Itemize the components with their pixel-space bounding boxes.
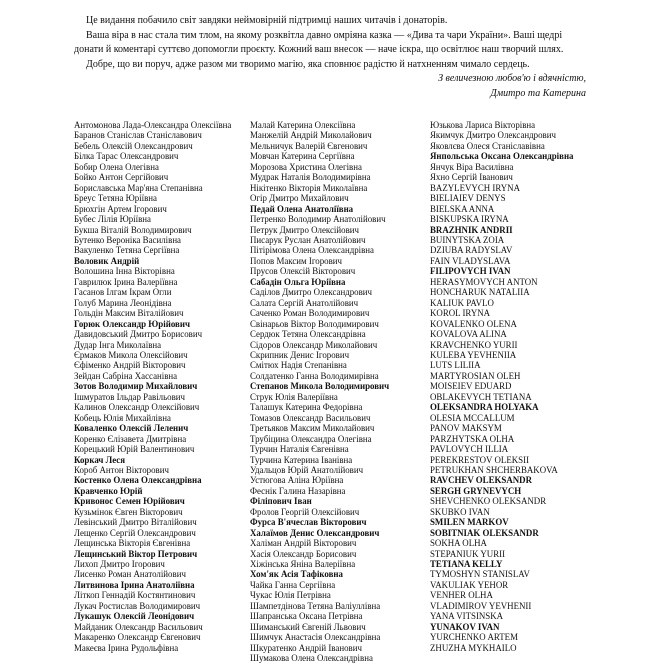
- donor-name: Гаврилюк Ірина Валеріївна: [74, 276, 178, 287]
- donor-name: YURCHENKO ARTEM: [430, 632, 518, 643]
- donor-name: Шампетдінова Тетяна Валіуллівна: [250, 600, 381, 611]
- donor-name: Кривонос Семен Юрійович: [74, 496, 185, 507]
- donor-name: Єрмаков Микола Олексійович: [74, 349, 188, 360]
- donor-name: PARZHYTSKA OLHA: [430, 433, 515, 444]
- donor-name: SMILEN MARKOV: [430, 517, 509, 528]
- donor-name: KRAVCHENKO YURII: [430, 339, 518, 350]
- donor-name: PAVLOVYCH ILLIA: [430, 444, 509, 455]
- donor-name: Пітірімова Олена Олександрівна: [250, 245, 374, 256]
- donor-name: Бебель Олексій Олександрович: [74, 140, 193, 151]
- donor-name: Третьяков Максим Миколайович: [250, 423, 375, 434]
- donor-name: Корецький Юрій Валентинович: [74, 444, 195, 455]
- donor-name: Скрипник Денис Ігорович: [250, 349, 350, 360]
- donor-name: Брюхгін Артем Ігорович: [74, 203, 167, 214]
- donor-name: Коренко Єлізавета Дмитрівна: [74, 433, 187, 444]
- donor-name: PEREKRESTOV OLEKSII: [430, 454, 530, 465]
- donor-name: Феснік Галина Назарівна: [250, 485, 346, 496]
- donor-name: Солдатенко Ганна Володимирівна: [250, 370, 379, 381]
- donor-name: Зейдан Сабріна Хассанівна: [74, 370, 178, 381]
- donor-name: Чайка Ганна Сергіївна: [250, 579, 336, 590]
- donor-name: OBLAKEVYCH TETIANA: [430, 391, 532, 402]
- donor-name: Кобець Юлія Михайлівна: [74, 412, 171, 423]
- donor-name: Бориславська Мар'яна Степанівна: [74, 182, 203, 193]
- donor-name: Лещинська Вікторія Євгенівна: [74, 538, 191, 549]
- donor-name: Шумакова Олена Олександрівна: [250, 653, 373, 664]
- donor-name: Зотов Володимир Михайлович: [74, 381, 198, 392]
- donor-name: BISKUPSKA IRYNA: [430, 214, 509, 225]
- donor-name: Огір Дмитро Михайлович: [250, 193, 349, 204]
- donor-name: SHEVCHENKO OLEKSANDR: [430, 496, 547, 507]
- donor-name: Антомонова Лада-Олександра Олексіївна: [74, 120, 232, 130]
- donor-name: Сабадін Ольга Юріївна: [250, 276, 346, 287]
- donor-name: Салата Сергій Анатолійович: [250, 297, 359, 308]
- donor-name: PETRUKHAN SHCHERBAKOVA: [430, 464, 558, 475]
- donor-name: Літкоп Геннадій Костянтинович: [74, 590, 196, 601]
- donor-name: Гасанов Ілгам Ікрам Огли: [74, 287, 172, 298]
- donor-name: ZHUZHA MYKHAILO: [430, 642, 517, 653]
- donor-name: Давидовський Дмитро Борисович: [74, 329, 203, 340]
- donor-name: RAVCHEV OLEKSANDR: [430, 475, 532, 486]
- donor-name: Писарук Руслан Анатолійович: [250, 234, 366, 245]
- donor-name: SERGH GRYNEVYCH: [430, 485, 522, 496]
- donor-name: LUTS LILIIA: [430, 360, 481, 371]
- donor-name: Попов Максим Ігорович: [250, 255, 342, 266]
- donor-name: Мудрак Наталія Володимирівна: [250, 172, 371, 183]
- donor-name: Шиманський Євгеній Львович: [250, 621, 366, 632]
- donor-name: Короб Антон Вікторович: [74, 464, 169, 475]
- donor-name: FILIPOVYCH IVAN: [430, 266, 511, 277]
- donor-name: Кузьмінок Євген Вікторович: [74, 506, 183, 517]
- donor-name: TYMOSHYN STANISLAV: [430, 569, 530, 580]
- donor-name: Юзькова Лариса Вікторівна: [430, 120, 536, 130]
- donor-name: BIELIAIEV DENYS: [430, 193, 506, 204]
- donor-name: Букша Віталій Володимирович: [74, 224, 192, 235]
- donor-name: Бутенко Вероніка Василівна: [74, 234, 182, 245]
- donor-name: Степанов Микола Володимирович: [250, 381, 390, 392]
- donor-name: Майданик Олександр Васильович: [74, 621, 203, 632]
- donor-name: Коваленко Олексій Леленич: [74, 423, 189, 434]
- donor-name: KULEBA YEVHENIIA: [430, 349, 517, 360]
- names-column-1: [74, 120, 231, 653]
- donor-name: VLADIMIROV YEVHENII: [430, 600, 532, 611]
- donor-name: Нікітенко Вікторія Миколаївна: [250, 182, 368, 193]
- donor-name: Філіпович Іван: [250, 496, 312, 507]
- donor-name: Петренко Володимир Анатолійович: [250, 214, 386, 225]
- donor-name: Саченко Роман Володимирович: [250, 308, 370, 319]
- donor-name: YANA VITSINSKA: [430, 611, 504, 622]
- donor-name: Шимчук Анастасія Олександрівна: [250, 632, 381, 643]
- donor-name: Фролов Георгій Олексійович: [250, 506, 360, 517]
- donor-name: Устюгова Аліна Юріївна: [250, 475, 344, 486]
- donor-name: TETIANA KELLY: [430, 559, 503, 570]
- donor-name: Дудар Інга Миколаївна: [74, 339, 162, 350]
- donor-name: Бреус Тетяна Юріївна: [74, 193, 157, 204]
- donor-name: Удальцов Юрій Анатолійович: [250, 464, 364, 475]
- donor-name: HERASYMOVYCH ANTON: [430, 276, 538, 287]
- donor-name: Білка Тарас Олександрович: [74, 151, 179, 162]
- donor-name: BUINYTSKA ZOIA: [430, 234, 505, 245]
- donor-name: Макаренко Олександр Євгенович: [74, 632, 201, 643]
- donor-name: PANOV MAKSYM: [430, 423, 502, 434]
- donor-name: Турчин Наталія Євгенівна: [250, 444, 349, 455]
- donor-name: Коркач Леся: [74, 454, 125, 465]
- donor-name: OLESIA MCCALLUM: [430, 412, 515, 423]
- donor-name: Бойко Антон Сергійович: [74, 172, 169, 183]
- donor-name: Малай Катерина Олексіївна: [250, 120, 356, 130]
- donor-name: Петрук Дмитро Олексійович: [250, 224, 359, 235]
- donor-name: Шапранська Оксана Петрівна: [250, 611, 363, 622]
- donor-name: KALIUK PAVLO: [430, 297, 494, 308]
- donor-name: BIELSKA ANNA: [430, 203, 495, 214]
- names-column-2: [250, 120, 389, 664]
- donor-name: YUNAKOV IVAN: [430, 621, 500, 632]
- signature-line-1: З величезною любов'ю і вдячністю,: [438, 73, 586, 85]
- donor-name: Янчук Віра Василівна: [430, 161, 514, 172]
- intro-paragraph-2: Ваша віра в нас стала тим тлом, на якому розквітла давно омріяна казка — «Дива та чари України». Ваші щедрі донати й коментарі суттєво допомогли проєкту. Кожний ваш внесок — наче іскра, що освітлює наш творчий шлях.: [74, 29, 564, 56]
- donor-name: Баранов Станіслав Станіславович: [74, 130, 202, 141]
- donor-name: Голуб Марина Леонідівна: [74, 297, 172, 308]
- donor-name: Калинов Олександр Олексійович: [74, 402, 200, 413]
- donor-name: Макеєва Ірина Рудольфівна: [74, 642, 179, 653]
- donor-name: Хіжінська Яніна Валеріївна: [250, 559, 356, 570]
- donor-name: Волошина Інна Вікторівна: [74, 266, 175, 277]
- donor-name: Морозова Христина Олегівна: [250, 161, 362, 172]
- donor-name: Литвинова Ірина Анатоліївна: [74, 579, 195, 590]
- donor-name: Горюк Олександр Юрійович: [74, 318, 190, 329]
- donor-name: Турчина Катерина Іванівна: [250, 454, 353, 465]
- donor-name: Смітюх Надія Степанівна: [250, 360, 347, 371]
- donor-name: FAIN VLADYSLAVA: [430, 255, 511, 266]
- donor-name: Вакуленко Тетяна Сергіївна: [74, 245, 180, 256]
- donor-name: BRAZHNIK ANDRII: [430, 224, 513, 235]
- donor-name: VENHER OLHA: [430, 590, 493, 601]
- donor-name: Струк Юлія Валеріївна: [250, 391, 338, 402]
- donor-name: Костенко Олена Олександрівна: [74, 475, 202, 486]
- donor-name: Бубес Лілія Юріївна: [74, 214, 151, 225]
- donor-name: Гольдін Максим Віталійович: [74, 308, 184, 319]
- donor-name: Чукас Юлія Петрівна: [250, 590, 331, 601]
- donor-name: Шкуратенко Андрій Іванович: [250, 642, 362, 653]
- donor-name: SOKHA OLHA: [430, 538, 487, 549]
- donor-name: Ішмуратов Ільдар Равільович: [74, 391, 185, 402]
- donor-name: Хом'як Асія Тафіковна: [250, 569, 343, 580]
- donor-name: HONCHARUK NATALIIA: [430, 287, 530, 298]
- donor-name: Талашук Катерина Федорівна: [250, 402, 363, 413]
- donor-name: MOISEIEV EDUARD: [430, 381, 512, 392]
- donor-name: Свінарьов Віктор Володимирович: [250, 318, 379, 329]
- donor-name: Халіман Андрій Вікторович: [250, 538, 357, 549]
- donor-name: Кравченко Юрій: [74, 485, 143, 496]
- donor-name: Єфіменко Андрій Вікторович: [74, 360, 186, 371]
- donor-name: STEPANIUK YURII: [430, 548, 506, 559]
- donor-name: Халаїмов Денис Олександрович: [250, 527, 380, 538]
- donor-name: Лисенко Роман Анатолійович: [74, 569, 186, 580]
- donor-name: Прусов Олексій Вікторович: [250, 266, 356, 277]
- donor-name: Янпольська Оксана Олександрівна: [430, 151, 574, 162]
- donor-name: Сідоров Олександр Миколайович: [250, 339, 378, 350]
- donor-name: Трубіцина Олександра Олегівна: [250, 433, 372, 444]
- donor-name: Манжелій Андрій Миколайович: [250, 130, 372, 141]
- donor-name: Воловик Андрій: [74, 255, 140, 266]
- donor-name: BAZYLEVYCH IRYNA: [430, 182, 520, 193]
- donor-name: SKUBKO IVAN: [430, 506, 490, 517]
- donor-name: Якимчук Дмитро Олександрович: [430, 130, 556, 141]
- donor-name: KOROL IRYNA: [430, 308, 491, 319]
- donor-name: MARTYROSIAN OLEH: [430, 370, 521, 381]
- donor-name: KOVALENKO OLENA: [430, 318, 517, 329]
- donor-name: Лукашук Олексій Леонідович: [74, 611, 195, 622]
- donor-name: SOBITNIAK OLEKSANDR: [430, 527, 539, 538]
- donor-name: KOVALOVA ALINA: [430, 329, 507, 340]
- donor-name: Педай Олена Анатоліївна: [250, 203, 354, 214]
- donor-name: Саділов Дмитро Олександрович: [250, 287, 373, 298]
- donor-name: Лещинський Віктор Петрович: [74, 548, 198, 559]
- donor-name: OLEKSANDRA HOLYAKA: [430, 402, 539, 413]
- donor-name: Лещенко Сергій Олександрович: [74, 527, 196, 538]
- donor-name: DZIUBA RADYSLAV: [430, 245, 513, 256]
- donor-name: Хасія Олександр Борисович: [250, 548, 357, 559]
- donor-name: Мовчан Катерина Сергіївна: [250, 151, 355, 162]
- signature-line-2: Дмитро та Катерина: [490, 87, 586, 99]
- donor-name: Яковлєва Олеся Станіславівна: [430, 140, 545, 151]
- donor-name: VAKULIAK YEHOR: [430, 579, 509, 590]
- intro-text: [74, 14, 586, 102]
- donor-name: Левінський Дмитро Віталійович: [74, 517, 197, 528]
- names-column-3: [430, 120, 574, 653]
- donor-name: Сердюк Тетяна Олександрівна: [250, 329, 366, 340]
- intro-paragraph-3: Добре, що ви поруч, адже разом ми творимо магію, яка сповнює радістю й натхненням чимало сердець.: [86, 58, 530, 70]
- donor-name: Лукач Ростислав Володимирович: [74, 600, 201, 611]
- donor-name: Томазов Олександр Васильович: [250, 412, 371, 423]
- donor-name: Мельничук Валерій Євгенович: [250, 140, 368, 151]
- donor-name: Яхно Сергій Іванович: [430, 172, 513, 183]
- intro-paragraph-1: Це видання побачило світ завдяки неймовірній підтримці наших читачів і донаторів.: [86, 15, 448, 26]
- donor-name: Лихоп Дмитро Ігорович: [74, 559, 165, 570]
- donor-name: Бобир Олена Олегівна: [74, 161, 159, 172]
- donor-name: Фурса В'ячеслав Вікторович: [250, 517, 367, 528]
